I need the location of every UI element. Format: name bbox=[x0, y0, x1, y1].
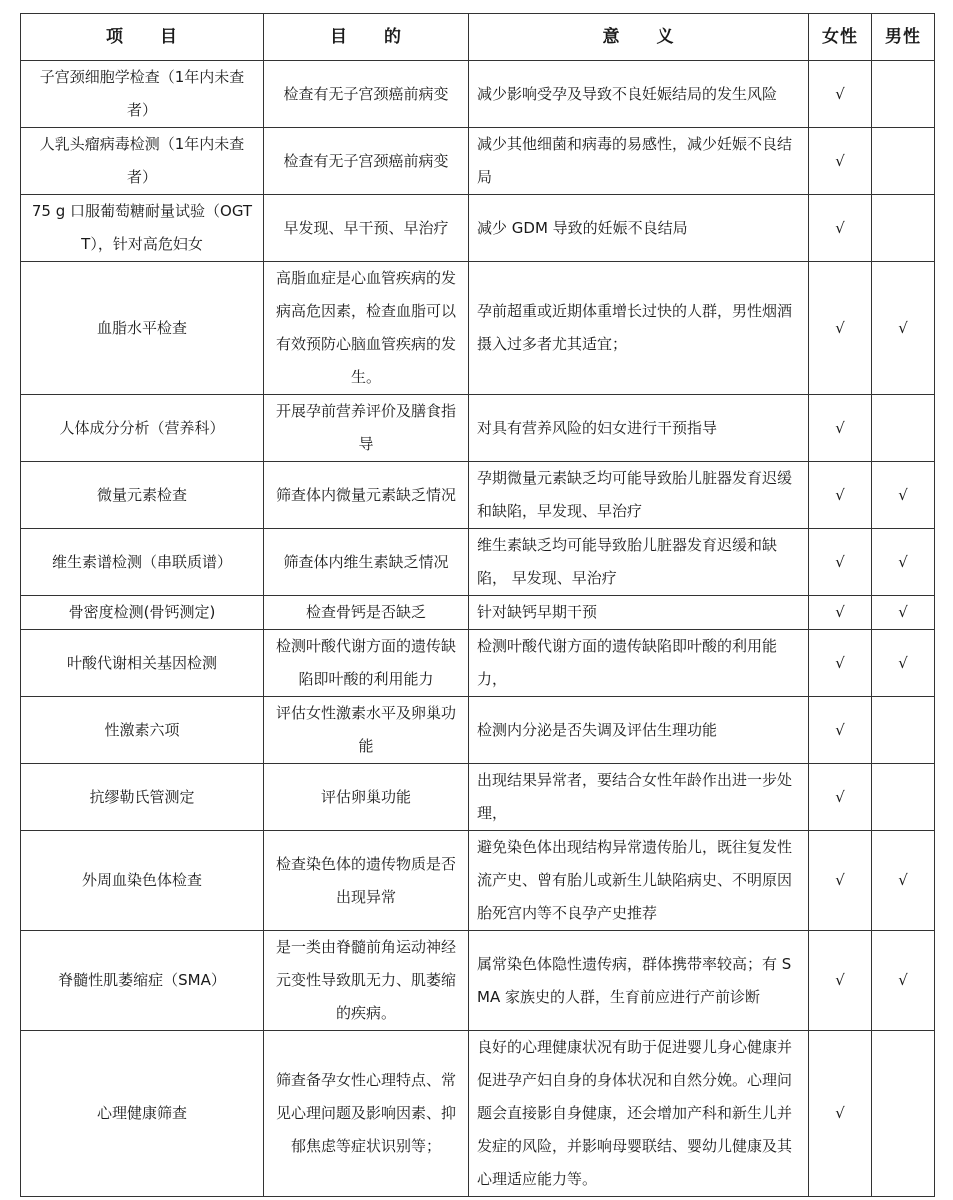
table-row bbox=[21, 831, 935, 931]
row-purpose: 开展孕前营养评价及膳食指导 bbox=[264, 395, 469, 462]
row-male-check bbox=[872, 395, 935, 462]
row-female-check: √ bbox=[809, 395, 872, 462]
table-header-row bbox=[21, 14, 935, 61]
row-meaning: 出现结果异常者，要结合女性年龄作出进一步处理， bbox=[469, 764, 809, 831]
row-female-check: √ bbox=[809, 831, 872, 931]
row-male-check bbox=[872, 61, 935, 128]
row-purpose: 评估卵巢功能 bbox=[264, 764, 469, 831]
row-item: 维生素谱检测（串联质谱） bbox=[21, 529, 264, 596]
row-meaning: 检测内分泌是否失调及评估生理功能 bbox=[469, 697, 809, 764]
table-row bbox=[21, 61, 935, 128]
row-item: 叶酸代谢相关基因检测 bbox=[21, 630, 264, 697]
row-male-check: √ bbox=[872, 529, 935, 596]
row-item: 性激素六项 bbox=[21, 697, 264, 764]
row-purpose: 筛查备孕女性心理特点、常见心理问题及影响因素、抑郁焦虑等症状识别等； bbox=[264, 1031, 469, 1197]
row-male-check: √ bbox=[872, 831, 935, 931]
header-purpose: 目 的 bbox=[264, 14, 469, 61]
row-item: 心理健康筛查 bbox=[21, 1031, 264, 1197]
row-purpose: 检查染色体的遗传物质是否出现异常 bbox=[264, 831, 469, 931]
row-female-check: √ bbox=[809, 697, 872, 764]
row-meaning: 避免染色体出现结构异常遗传胎儿，既往复发性流产史、曾有胎儿或新生儿缺陷病史、不明原因胎死宫内等不良孕产史推荐 bbox=[469, 831, 809, 931]
row-meaning: 减少 GDM 导致的妊娠不良结局 bbox=[469, 195, 809, 262]
table-row bbox=[21, 1031, 935, 1197]
row-purpose: 高脂血症是心血管疾病的发病高危因素，检查血脂可以有效预防心脑血管疾病的发生。 bbox=[264, 262, 469, 395]
row-female-check: √ bbox=[809, 764, 872, 831]
row-female-check: √ bbox=[809, 596, 872, 630]
row-male-check: √ bbox=[872, 262, 935, 395]
row-item: 脊髓性肌萎缩症（SMA） bbox=[21, 931, 264, 1031]
checkup-table bbox=[20, 13, 935, 1197]
header-female: 女性 bbox=[809, 14, 872, 61]
row-female-check: √ bbox=[809, 262, 872, 395]
row-meaning: 对具有营养风险的妇女进行干预指导 bbox=[469, 395, 809, 462]
row-item: 75 g 口服葡萄糖耐量试验（OGTT），针对高危妇女 bbox=[21, 195, 264, 262]
row-meaning: 孕期微量元素缺乏均可能导致胎儿脏器发育迟缓和缺陷，早发现、早治疗 bbox=[469, 462, 809, 529]
header-male: 男性 bbox=[872, 14, 935, 61]
row-purpose: 评估女性激素水平及卵巢功能 bbox=[264, 697, 469, 764]
table-row bbox=[21, 931, 935, 1031]
row-meaning: 维生素缺乏均可能导致胎儿脏器发育迟缓和缺陷， 早发现、早治疗 bbox=[469, 529, 809, 596]
row-female-check: √ bbox=[809, 61, 872, 128]
row-purpose: 检查有无子宫颈癌前病变 bbox=[264, 128, 469, 195]
table-row bbox=[21, 630, 935, 697]
row-female-check: √ bbox=[809, 630, 872, 697]
row-purpose: 早发现、早干预、早治疗 bbox=[264, 195, 469, 262]
row-meaning: 减少影响受孕及导致不良妊娠结局的发生风险 bbox=[469, 61, 809, 128]
table-row bbox=[21, 395, 935, 462]
row-meaning: 减少其他细菌和病毒的易感性，减少妊娠不良结局 bbox=[469, 128, 809, 195]
row-male-check bbox=[872, 195, 935, 262]
row-female-check: √ bbox=[809, 1031, 872, 1197]
row-item: 微量元素检查 bbox=[21, 462, 264, 529]
row-purpose: 筛查体内微量元素缺乏情况 bbox=[264, 462, 469, 529]
row-female-check: √ bbox=[809, 462, 872, 529]
row-item: 抗缪勒氏管测定 bbox=[21, 764, 264, 831]
row-meaning: 针对缺钙早期干预 bbox=[469, 596, 809, 630]
row-item: 血脂水平检查 bbox=[21, 262, 264, 395]
row-male-check: √ bbox=[872, 462, 935, 529]
row-item: 外周血染色体检查 bbox=[21, 831, 264, 931]
row-female-check: √ bbox=[809, 529, 872, 596]
row-male-check: √ bbox=[872, 630, 935, 697]
row-male-check: √ bbox=[872, 931, 935, 1031]
row-meaning: 良好的心理健康状况有助于促进婴儿身心健康并促进孕产妇自身的身体状况和自然分娩。心理问题会直接影自身健康，还会增加产科和新生儿并发症的风险，并影响母婴联结、婴幼儿健康及其心理适应能力等。 bbox=[469, 1031, 809, 1197]
table-row bbox=[21, 529, 935, 596]
row-purpose: 检查有无子宫颈癌前病变 bbox=[264, 61, 469, 128]
row-male-check bbox=[872, 128, 935, 195]
row-purpose: 筛查体内维生素缺乏情况 bbox=[264, 529, 469, 596]
table-row bbox=[21, 128, 935, 195]
row-purpose: 检测叶酸代谢方面的遗传缺陷即叶酸的利用能力 bbox=[264, 630, 469, 697]
row-male-check bbox=[872, 764, 935, 831]
row-item: 骨密度检测(骨钙测定) bbox=[21, 596, 264, 630]
row-item: 人乳头瘤病毒检测（1年内未查者） bbox=[21, 128, 264, 195]
row-female-check: √ bbox=[809, 931, 872, 1031]
row-meaning: 检测叶酸代谢方面的遗传缺陷即叶酸的利用能力， bbox=[469, 630, 809, 697]
row-female-check: √ bbox=[809, 128, 872, 195]
table-row bbox=[21, 596, 935, 630]
row-meaning: 孕前超重或近期体重增长过快的人群，男性烟酒摄入过多者尤其适宜； bbox=[469, 262, 809, 395]
table-row bbox=[21, 262, 935, 395]
row-purpose: 检查骨钙是否缺乏 bbox=[264, 596, 469, 630]
table-row bbox=[21, 462, 935, 529]
row-male-check: √ bbox=[872, 596, 935, 630]
row-meaning: 属常染色体隐性遗传病，群体携带率较高；有 SMA 家族史的人群，生育前应进行产前诊断 bbox=[469, 931, 809, 1031]
header-item: 项 目 bbox=[21, 14, 264, 61]
table-row bbox=[21, 764, 935, 831]
header-meaning: 意 义 bbox=[469, 14, 809, 61]
row-female-check: √ bbox=[809, 195, 872, 262]
table-row bbox=[21, 697, 935, 764]
row-item: 人体成分分析（营养科） bbox=[21, 395, 264, 462]
row-purpose: 是一类由脊髓前角运动神经元变性导致肌无力、肌萎缩的疾病。 bbox=[264, 931, 469, 1031]
table-row bbox=[21, 195, 935, 262]
row-item: 子宫颈细胞学检查（1年内未查者） bbox=[21, 61, 264, 128]
row-male-check bbox=[872, 1031, 935, 1197]
row-male-check bbox=[872, 697, 935, 764]
